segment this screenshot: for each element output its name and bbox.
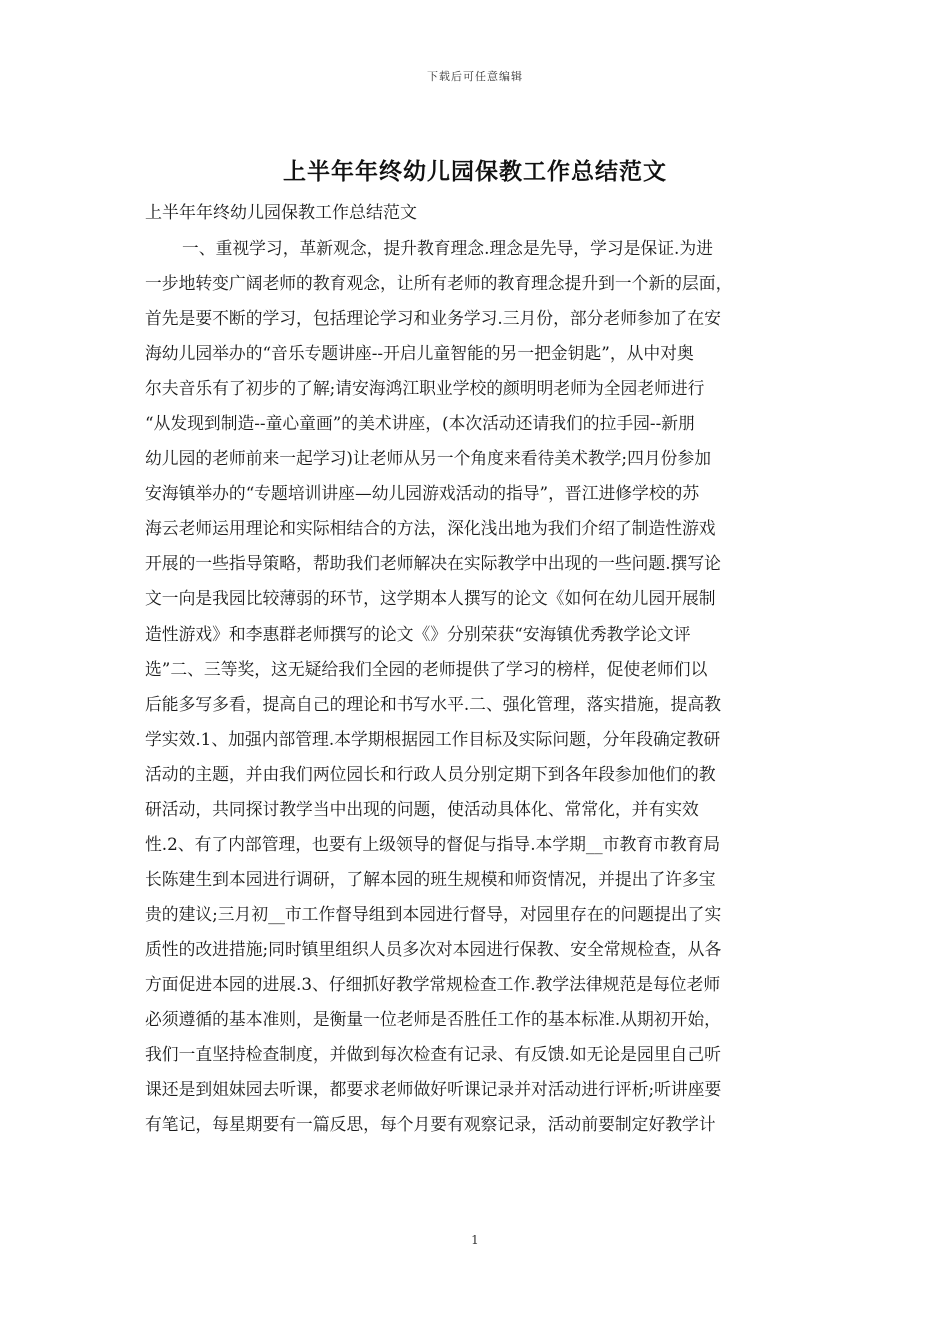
body-line: 选”二、三等奖，这无疑给我们全园的老师提供了学习的榜样，促使老师们以 [145, 658, 708, 679]
body-line: 安海镇举办的“专题培训讲座—幼儿园游戏活动的指导”，晋江进修学校的苏 [145, 483, 700, 504]
body-line: 文一向是我园比较薄弱的环节，这学期本人撰写的论文《如何在幼儿园开展制 [145, 588, 716, 609]
body-line: 海云老师运用理论和实际相结合的方法，深化浅出地为我们介绍了制造性游戏 [145, 518, 716, 539]
body-line: 贵的建议;三月初__市工作督导组到本园进行督导，对园里存在的问题提出了实 [145, 903, 722, 924]
body-line: 性.2、有了内部管理，也要有上级领导的督促与指导.本学期__市教育市教育局 [145, 833, 721, 854]
body-line: 海幼儿园举办的“音乐专题讲座--开启儿童智能的另一把金钥匙”，从中对奥 [145, 343, 694, 364]
document-title: 上半年年终幼儿园保教工作总结范文 [283, 158, 667, 185]
body-line: 一、重视学习，革新观念，提升教育理念.理念是先导，学习是保证.为进 [182, 238, 713, 258]
body-line: 尔夫音乐有了初步的了解;请安海鸿江职业学校的颜明明老师为全园老师进行 [145, 378, 705, 399]
body-line: “从发现到制造--童心童画”的美术讲座，(本次活动还请我们的拉手园--新朋 [145, 413, 695, 434]
body-line: 我们一直坚持检查制度，并做到每次检查有记录、有反馈.如无论是园里自己听 [145, 1044, 721, 1065]
document-subtitle: 上半年年终幼儿园保教工作总结范文 [145, 203, 417, 223]
document-body [145, 231, 813, 1142]
body-line: 方面促进本园的进展.3、仔细抓好教学常规检查工作.教学法律规范是每位老师 [145, 973, 721, 994]
body-line: 研活动，共同探讨教学当中出现的问题，使活动具体化、常常化，并有实效 [145, 798, 699, 819]
body-line: 长陈建生到本园进行调研，了解本园的班生规模和师资情况，并提出了许多宝 [145, 868, 716, 889]
body-line: 必须遵循的基本准则，是衡量一位老师是否胜任工作的基本标准.从期初开始， [145, 1009, 721, 1030]
body-line: 学实效.1、加强内部管理.本学期根据园工作目标及实际问题，分年段确定教研 [145, 728, 721, 749]
body-line: 有笔记，每星期要有一篇反思，每个月要有观察记录，活动前要制定好教学计 [145, 1114, 716, 1135]
body-line: 活动的主题，并由我们两位园长和行政人员分别定期下到各年段参加他们的教 [145, 763, 716, 784]
body-line: 开展的一些指导策略，帮助我们老师解决在实际教学中出现的一些问题.撰写论 [145, 553, 721, 574]
body-line: 一步地转变广阔老师的教育观念，让所有老师的教育理念提升到一个新的层面， [145, 273, 733, 294]
header-note: 下载后可任意编辑 [427, 70, 523, 83]
body-line: 幼儿园的老师前来一起学习)让老师从另一个角度来看待美术教学;四月份参加 [145, 448, 711, 469]
body-line: 质性的改进措施;同时镇里组织人员多次对本园进行保教、安全常规检查，从各 [145, 938, 722, 959]
body-line: 后能多写多看，提高自己的理论和书写水平.二、强化管理，落实措施，提高教 [145, 693, 721, 714]
page-number: 1 [471, 1233, 479, 1247]
body-line: 首先是要不断的学习，包括理论学习和业务学习.三月份，部分老师参加了在安 [145, 308, 721, 329]
body-line: 课还是到姐妹园去听课，都要求老师做好听课记录并对活动进行评析;听讲座要 [145, 1079, 722, 1100]
body-line: 造性游戏》和李惠群老师撰写的论文《》分别荣获“安海镇优秀教学论文评 [145, 623, 691, 644]
